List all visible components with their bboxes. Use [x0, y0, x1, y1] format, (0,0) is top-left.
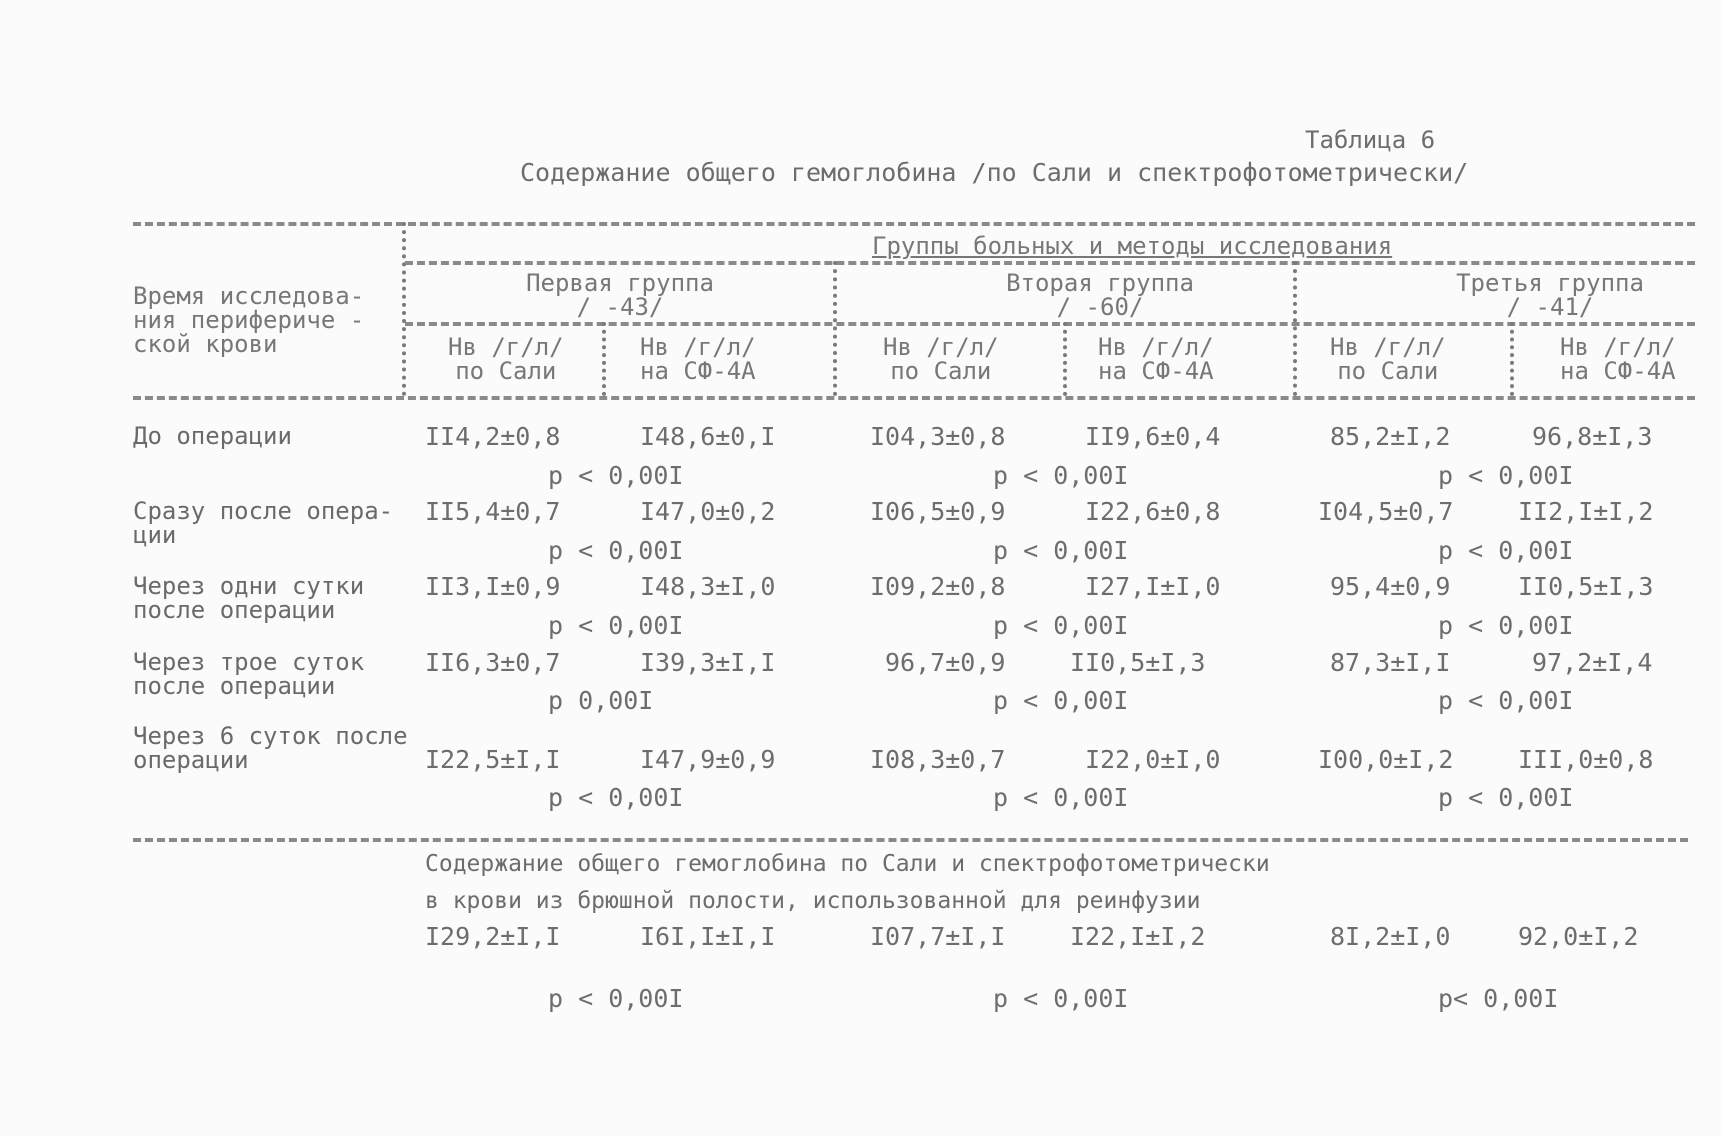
row-4-g3-sali: 87,3±I,I [1330, 648, 1451, 677]
col-sep-group1-methods [602, 322, 606, 396]
footer-g2-sf4a: I22,I±I,2 [1070, 922, 1206, 951]
row-3-p-g2: p < 0,00I [993, 611, 1129, 640]
method-g2-sf4a: Нв /г/л/ на СФ-4А [1098, 333, 1214, 385]
groups-rule [405, 322, 1695, 326]
col-sep-group2-group3 [1293, 261, 1297, 396]
row-2-g3-sf4a: II2,I±I,2 [1518, 497, 1654, 526]
row-1-p-g1: p < 0,00I [548, 461, 684, 490]
row-5-g2-sali: I08,3±0,7 [870, 745, 1006, 774]
row-4-p-g3: p < 0,00I [1438, 686, 1574, 715]
footer-g1-sali: I29,2±I,I [425, 922, 561, 951]
row-1-g2-sf4a: II9,6±0,4 [1085, 422, 1221, 451]
row-5-g3-sf4a: III,0±0,8 [1518, 745, 1654, 774]
row-3-label: Через одни сутки после операции [133, 572, 365, 624]
row-4-p-g1: p 0,00I [548, 686, 654, 715]
group-2-heading: Вторая группа / -60/ [1006, 269, 1194, 321]
col-sep-group2-methods [1063, 322, 1067, 396]
method-g1-sali: Нв /г/л/ по Сали [448, 333, 564, 385]
footer-g3-sali: 8I,2±I,0 [1330, 922, 1451, 951]
row-1-g3-sali: 85,2±I,2 [1330, 422, 1451, 451]
footer-p-g2: p < 0,00I [993, 984, 1129, 1013]
row-4-p-g2: p < 0,00I [993, 686, 1129, 715]
footer-g1-sf4a: I6I,I±I,I [640, 922, 776, 951]
method-g1-sf4a: Нв /г/л/ на СФ-4А [640, 333, 756, 385]
row-1-g2-sali: I04,3±0,8 [870, 422, 1006, 451]
row-header: Время исследова- ния периферичe - ской крови [133, 282, 365, 358]
group-1-heading: Первая группа / -43/ [526, 269, 714, 321]
col-sep-row-header [402, 222, 406, 396]
row-2-g2-sf4a: I22,6±0,8 [1085, 497, 1221, 526]
row-4-label: Через трое суток после операции [133, 648, 365, 700]
header-bottom-rule [133, 396, 1695, 400]
row-4-g2-sali: 96,7±0,9 [885, 648, 1006, 677]
method-g2-sali: Нв /г/л/ по Сали [883, 333, 999, 385]
row-5-g1-sf4a: I47,9±0,9 [640, 745, 776, 774]
row-5-g3-sali: I00,0±I,2 [1318, 745, 1454, 774]
row-3-g1-sali: II3,I±0,9 [425, 572, 561, 601]
table-number: Таблица 6 [1305, 126, 1436, 154]
row-4-g3-sf4a: 97,2±I,4 [1532, 648, 1653, 677]
row-2-p-g3: p < 0,00I [1438, 536, 1574, 565]
footer-g3-sf4a: 92,0±I,2 [1518, 922, 1639, 951]
row-5-label: Через 6 суток после операции [133, 722, 408, 774]
row-2-p-g2: p < 0,00I [993, 536, 1129, 565]
row-5-p-g2: p < 0,00I [993, 783, 1129, 812]
row-1-p-g3: p < 0,00I [1438, 461, 1574, 490]
row-3-g3-sali: 95,4±0,9 [1330, 572, 1451, 601]
group-3-heading: Третья группа / -41/ [1456, 269, 1644, 321]
row-4-g1-sali: II6,3±0,7 [425, 648, 561, 677]
col-sep-group3-methods [1510, 322, 1514, 396]
row-3-g2-sali: I09,2±0,8 [870, 572, 1006, 601]
row-3-g2-sf4a: I27,I±I,0 [1085, 572, 1221, 601]
row-1-label: До операции [133, 422, 292, 450]
row-5-g1-sali: I22,5±I,I [425, 745, 561, 774]
row-2-p-g1: p < 0,00I [548, 536, 684, 565]
row-4-g2-sf4a: II0,5±I,3 [1070, 648, 1206, 677]
table-bottom-rule [133, 838, 1688, 842]
footer-p-g1: p < 0,00I [548, 984, 684, 1013]
table-title: Содержание общего гемоглобина /по Сали и спектрофотометрически/ [520, 158, 1469, 187]
row-5-g2-sf4a: I22,0±I,0 [1085, 745, 1221, 774]
row-3-p-g1: p < 0,00I [548, 611, 684, 640]
table-top-rule [133, 222, 1695, 226]
row-3-g1-sf4a: I48,3±I,0 [640, 572, 776, 601]
row-2-label: Сразу после опера- ции [133, 497, 394, 549]
row-3-p-g3: p < 0,00I [1438, 611, 1574, 640]
row-5-p-g3: p < 0,00I [1438, 783, 1574, 812]
row-2-g1-sali: II5,4±0,7 [425, 497, 561, 526]
groups-caption: Группы больных и методы исследования [872, 232, 1393, 260]
row-5-p-g1: p < 0,00I [548, 783, 684, 812]
groups-caption-rule [405, 261, 1695, 265]
row-3-g3-sf4a: II0,5±I,3 [1518, 572, 1654, 601]
row-2-g1-sf4a: I47,0±0,2 [640, 497, 776, 526]
footer-caption: Содержание общего гемоглобина по Сали и спектрофотометрически в крови из брюшной полости, использованной для реинфузии [425, 851, 1270, 914]
row-2-g3-sali: I04,5±0,7 [1318, 497, 1454, 526]
col-sep-group1-group2 [833, 261, 837, 396]
footer-p-g3: p< 0,00I [1438, 984, 1559, 1013]
row-1-g1-sali: II4,2±0,8 [425, 422, 561, 451]
footer-g2-sali: I07,7±I,I [870, 922, 1006, 951]
row-4-g1-sf4a: I39,3±I,I [640, 648, 776, 677]
method-g3-sf4a: Нв /г/л/ на СФ-4А [1560, 333, 1676, 385]
row-1-g1-sf4a: I48,6±0,I [640, 422, 776, 451]
row-2-g2-sali: I06,5±0,9 [870, 497, 1006, 526]
method-g3-sali: Нв /г/л/ по Сали [1330, 333, 1446, 385]
row-1-p-g2: p < 0,00I [993, 461, 1129, 490]
row-1-g3-sf4a: 96,8±I,3 [1532, 422, 1653, 451]
